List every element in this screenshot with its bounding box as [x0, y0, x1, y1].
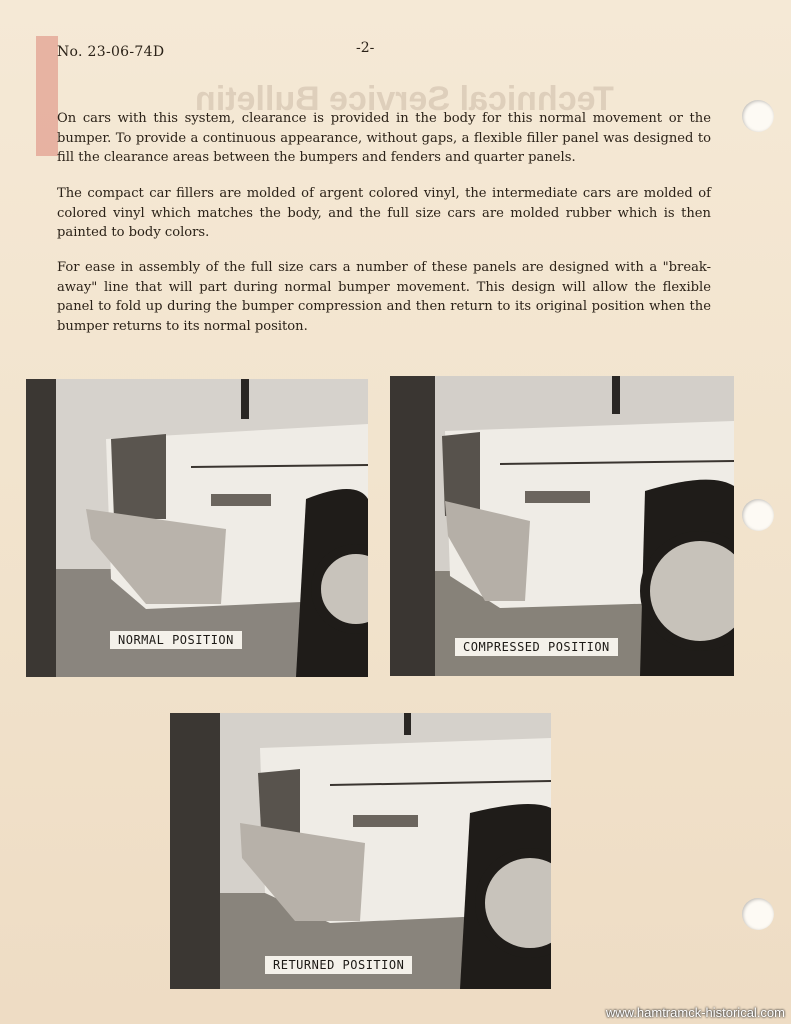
bleed-through-title: Technical Service Bulletin — [195, 80, 614, 118]
paragraph-break-away: For ease in assembly of the full size cars a number of these panels are designed with a "break-away" line that will part during normal bumper movement. This design will allow the flexible panel to fold up during the bumper compression and then return to its original position when the bumper returns to its normal positon. — [57, 260, 711, 334]
caption-compressed-position: COMPRESSED POSITION — [455, 638, 618, 656]
paragraph-clearance: On cars with this system, clearance is provided in the body for this normal movement or the bumper. To provide a continuous appearance, without gaps, a flexible filler panel was designed to fill the clearance areas between the bumpers and fenders and quarter panels. — [57, 111, 711, 165]
caption-normal-position: NORMAL POSITION — [110, 631, 242, 649]
binder-hole-bottom — [742, 898, 774, 930]
paragraph-materials: The compact car fillers are molded of argent colored vinyl, the intermediate cars are molded of colored vinyl which matches the body, and the full size cars are molded rubber which is then painted to body colors. — [57, 186, 711, 240]
binder-hole-middle — [742, 499, 774, 531]
site-watermark: www.hamtramck-historical.com — [605, 1005, 785, 1020]
photo-returned-position — [170, 713, 551, 989]
page-number: -2- — [356, 40, 375, 56]
bulletin-number: No. 23-06-74D — [57, 44, 165, 60]
bleed-through-logo — [36, 36, 58, 156]
photo-normal-position — [26, 379, 368, 677]
photo-compressed-position — [390, 376, 734, 676]
caption-returned-position: RETURNED POSITION — [265, 956, 412, 974]
binder-hole-top — [742, 100, 774, 132]
